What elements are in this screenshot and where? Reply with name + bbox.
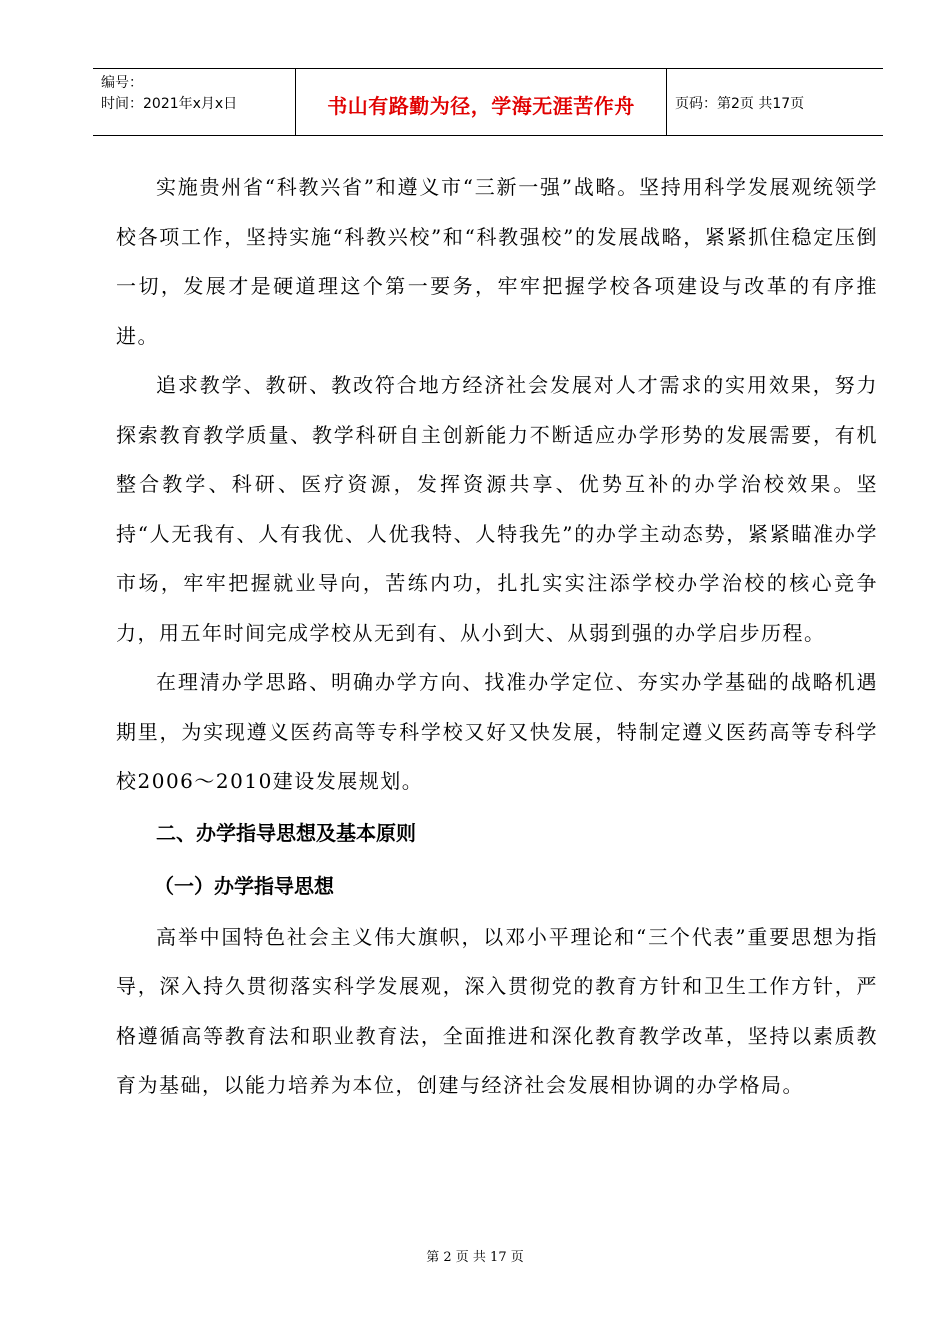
body-paragraph: 追求教学、教研、教改符合地方经济社会发展对人才需求的实用效果，努力探索教育教学质量、教学科研自主创新能力不断适应办学形势的发展需要，有机整合教学、科研、医疗资源，发挥资源共享、优势互补的办学治校效果。坚持“人无我有、人有我优、人优我特、人特我先”的办学主动态势，紧紧瞄准办学市场，牢牢把握就业导向，苦练内功，扎扎实实注添学校办学治校的核心竞争力，用五年时间完成学校从无到有、从小到大、从弱到强的办学启步历程。 bbox=[116, 373, 878, 645]
header-page-info: 页码：第2页 共17页 bbox=[675, 96, 805, 112]
body-paragraph: 在理清办学思路、明确办学方向、找准办学定位、夯实办学基础的战略机遇期里，为实现遵义医药高等专科学校又好又快发展，特制定遵义医药高等专科学校2006～2010建设发展规划。 bbox=[116, 670, 878, 793]
page-header bbox=[93, 68, 883, 136]
header-meta-cell bbox=[93, 69, 295, 135]
section-heading: 二、办学指导思想及基本原则 bbox=[156, 820, 416, 845]
subsection-heading: （一）办学指导思想 bbox=[154, 873, 334, 898]
serial-number-label: 编号： bbox=[101, 75, 143, 91]
header-page-cell bbox=[667, 69, 883, 135]
header-motto: 书山有路勤为径，学海无涯苦作舟 bbox=[327, 94, 635, 118]
body-paragraph: 实施贵州省“科教兴省”和遵义市“三新一强”战略。坚持用科学发展观统领学校各项工作，坚持实施“科教兴校”和“科教强校”的发展战略，紧紧抓住稳定压倒一切，发展才是硬道理这个第一要务，牢牢把握学校各项建设与改革的有序推进。 bbox=[116, 175, 878, 348]
body-paragraph: 高举中国特色社会主义伟大旗帜，以邓小平理论和“三个代表”重要思想为指导，深入持久贯彻落实科学发展观，深入贯彻党的教育方针和卫生工作方针，严格遵循高等教育法和职业教育法，全面推进和深化教育教学改革，坚持以素质教育为基础，以能力培养为本位，创建与经济社会发展相协调的办学格局。 bbox=[116, 924, 878, 1097]
page-footer: 第 2 页 共 17 页 bbox=[426, 1250, 524, 1265]
header-motto-cell bbox=[295, 69, 667, 135]
document-body bbox=[116, 163, 878, 1111]
date-label: 时间：2021年x月x日 bbox=[101, 96, 238, 112]
